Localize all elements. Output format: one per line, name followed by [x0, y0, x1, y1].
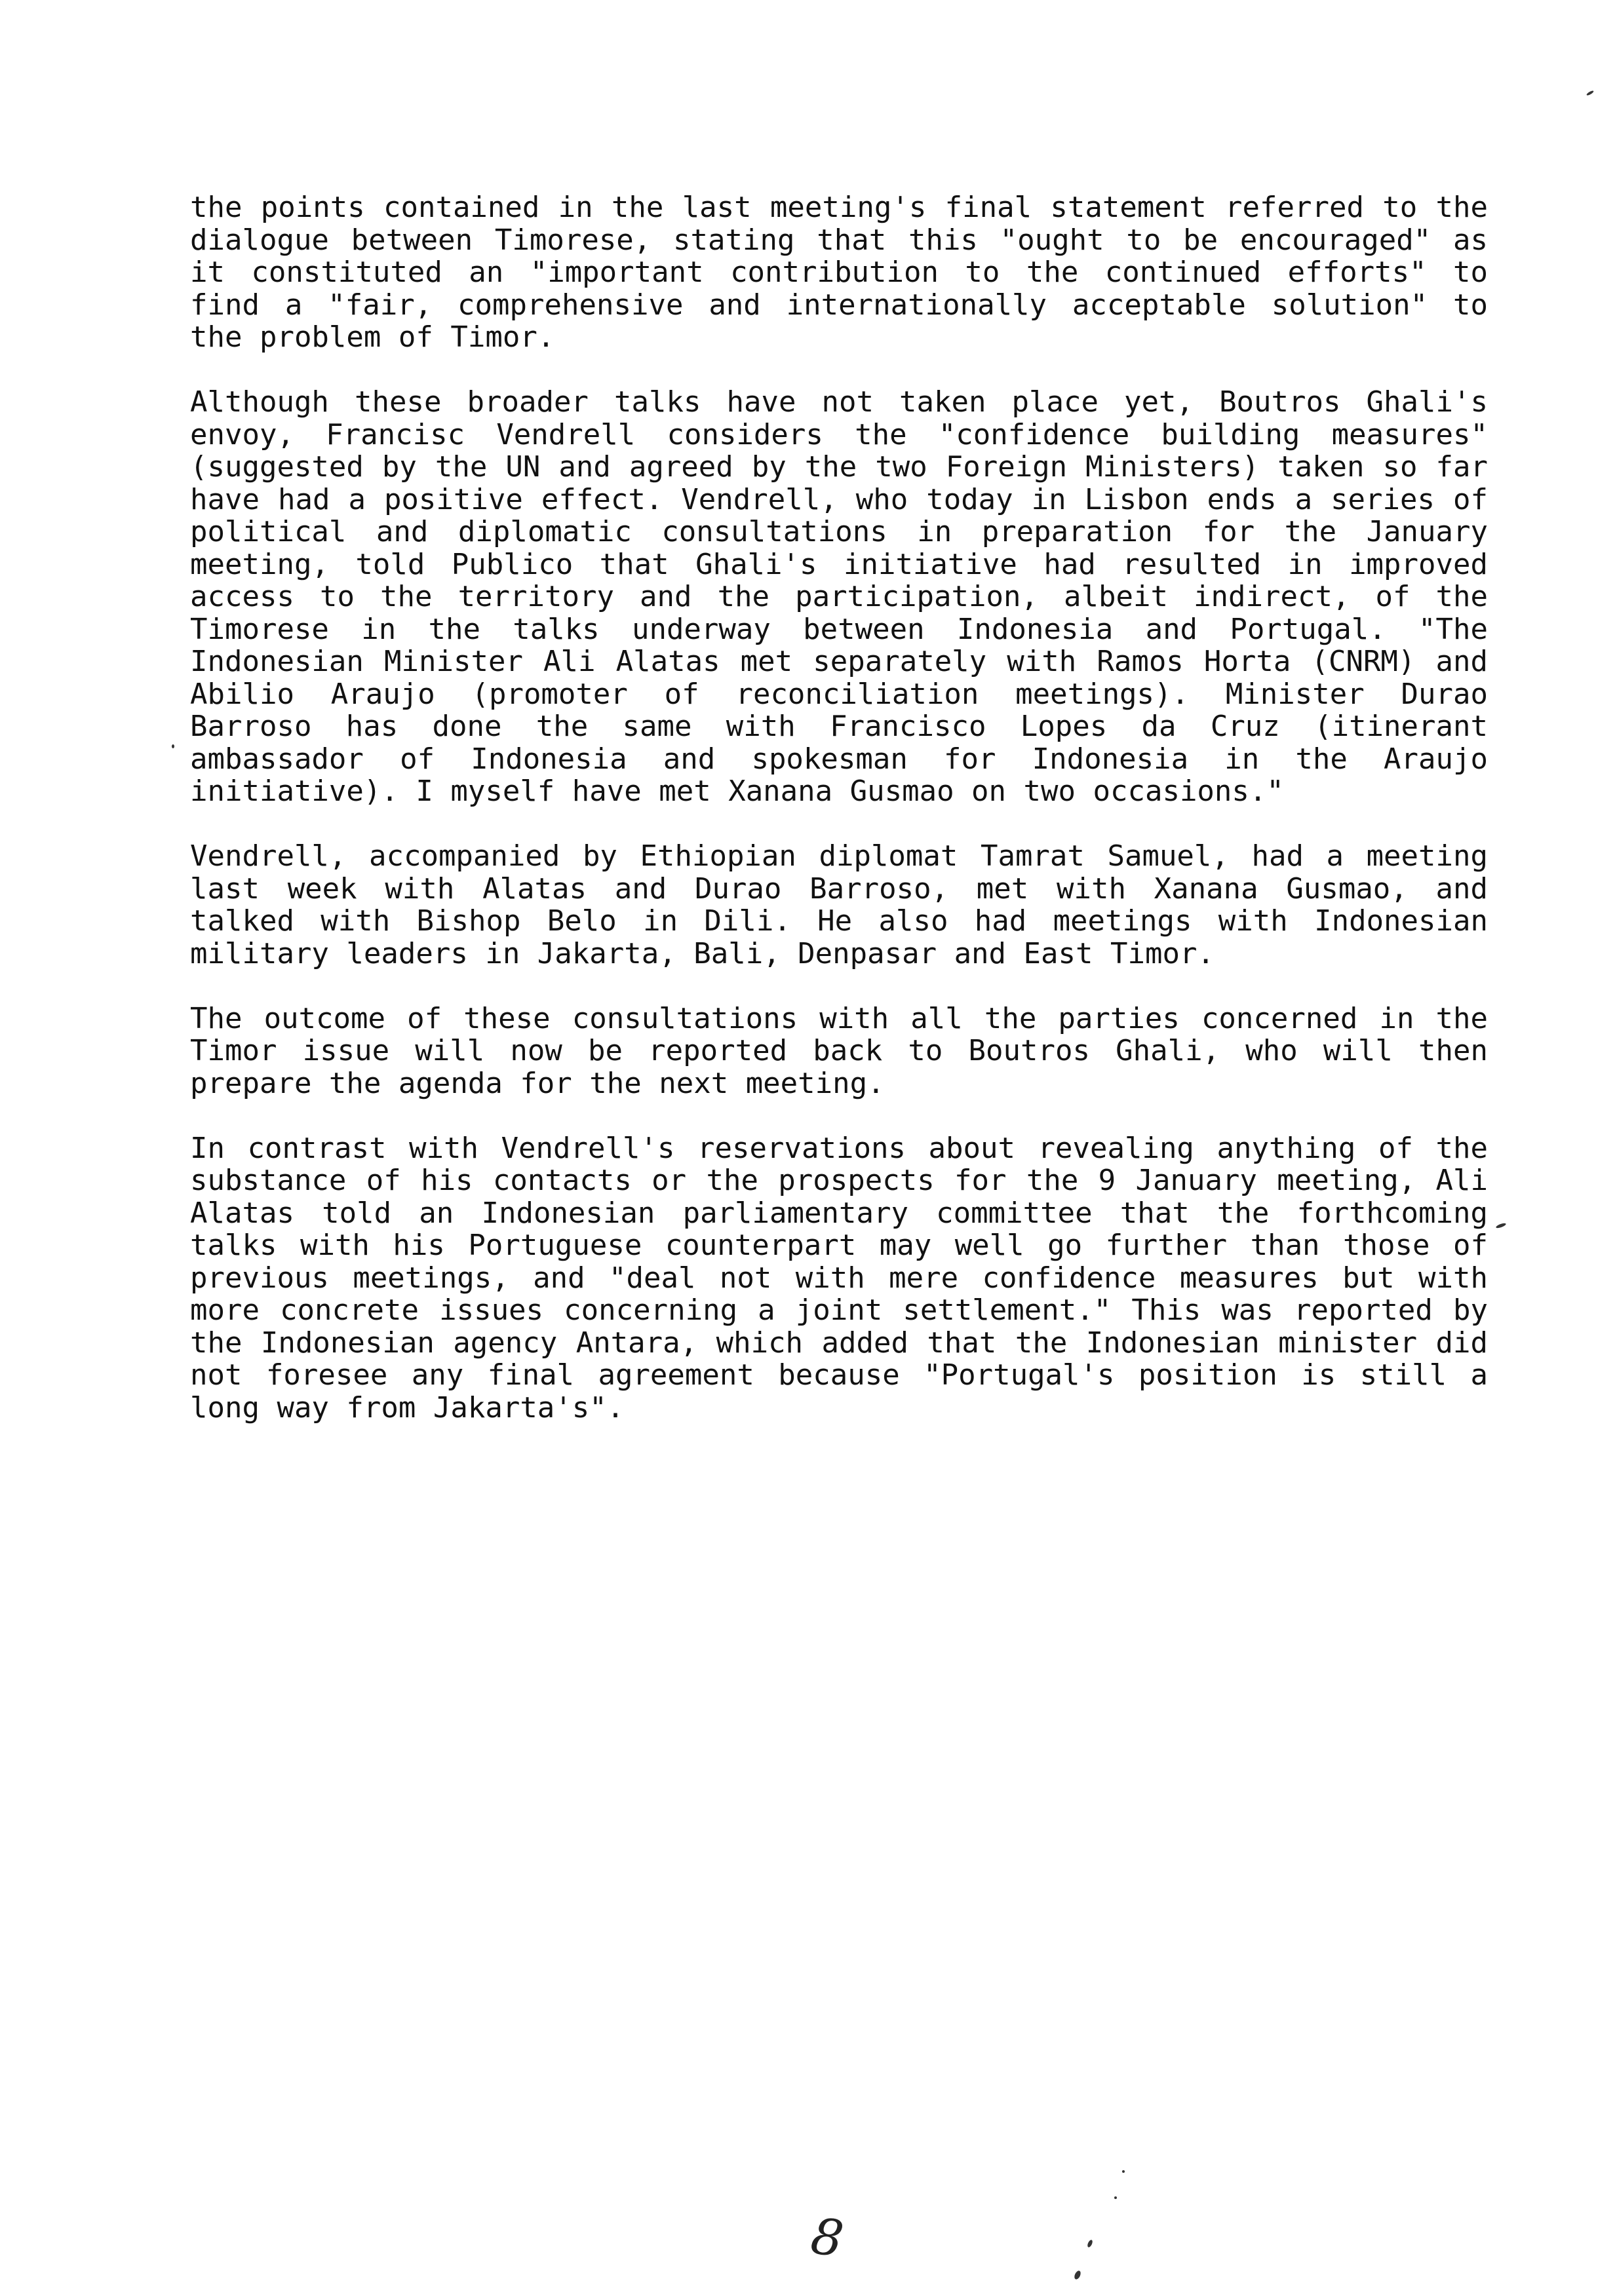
scan-speck-right-mid [1496, 1222, 1507, 1229]
paragraph-5: In contrast with Vendrell's reservations about revealing anything of the substance of his contacts or the prospects for the 9 January meeting, Ali Alatas told an Indonesian parliamentary committee that the forthcoming talks with his Portuguese counterpart may well go further than those of previous meetings, and "deal not with mere confidence measures but with more concrete issues concerning a joint settlement." This was reported by the Indonesian agency Antara, which added that the Indonesian minister did not foresee any final agreement because "Portugal's position is still a long way from Jakarta's". [190, 1131, 1488, 1425]
scan-speck-bottom-1 [1073, 2270, 1081, 2280]
paragraph-4: The outcome of these consultations with all the parties concerned in the Timor issue will now be reported back to Boutros Ghali, who will then prepare the agenda for the next meeting. [190, 1001, 1488, 1100]
paragraph-1: the points contained in the last meeting's final statement referred to the dialogue between Timorese, stating that this "ought to be encouraged" as it constituted an "important contribution to the continued efforts" to find a "fair, comprehensive and internationally acceptable solution" to the problem of Timor. [190, 191, 1488, 354]
scan-speck-top-right [1586, 90, 1594, 96]
scan-speck-bottom-3 [1114, 2196, 1117, 2199]
scan-speck-bottom-2 [1087, 2239, 1094, 2248]
paragraph-3: Vendrell, accompanied by Ethiopian diplomat Tamrat Samuel, had a meeting last week with Alatas and Durao Barroso, met with Xanana Gusmao, and talked with Bishop Belo in Dili. He also had meetings with Indonesian military leaders in Jakarta, Bali, Denpasar and East Timor. [190, 839, 1488, 970]
document-body [190, 191, 1488, 1457]
paragraph-2: Although these broader talks have not taken place yet, Boutros Ghali's envoy, Francisc Vendrell considers the "confidence building measures" (suggested by the UN and agreed by the two Foreign Ministers) taken so far have had a positive effect. Vendrell, who today in Lisbon ends a series of political and diplomatic consultations in preparation for the January meeting, told Publico that Ghali's initiative had resulted in improved access to the territory and the participation, albeit indirect, of the Timorese in the talks underway between Indonesia and Portugal. "The Indonesian Minister Ali Alatas met separately with Ramos Horta (CNRM) and Abilio Araujo (promoter of reconciliation meetings). Minister Durao Barroso has done the same with Francisco Lopes da Cruz (itinerant ambassador of Indonesia and spokesman for Indonesia in the Araujo initiative). I myself have met Xanana Gusmao on two occasions." [190, 385, 1488, 808]
scan-speck-bottom-4 [1122, 2170, 1125, 2173]
scan-speck-left-mid [172, 744, 174, 748]
handwritten-page-number: 8 [808, 2206, 847, 2268]
